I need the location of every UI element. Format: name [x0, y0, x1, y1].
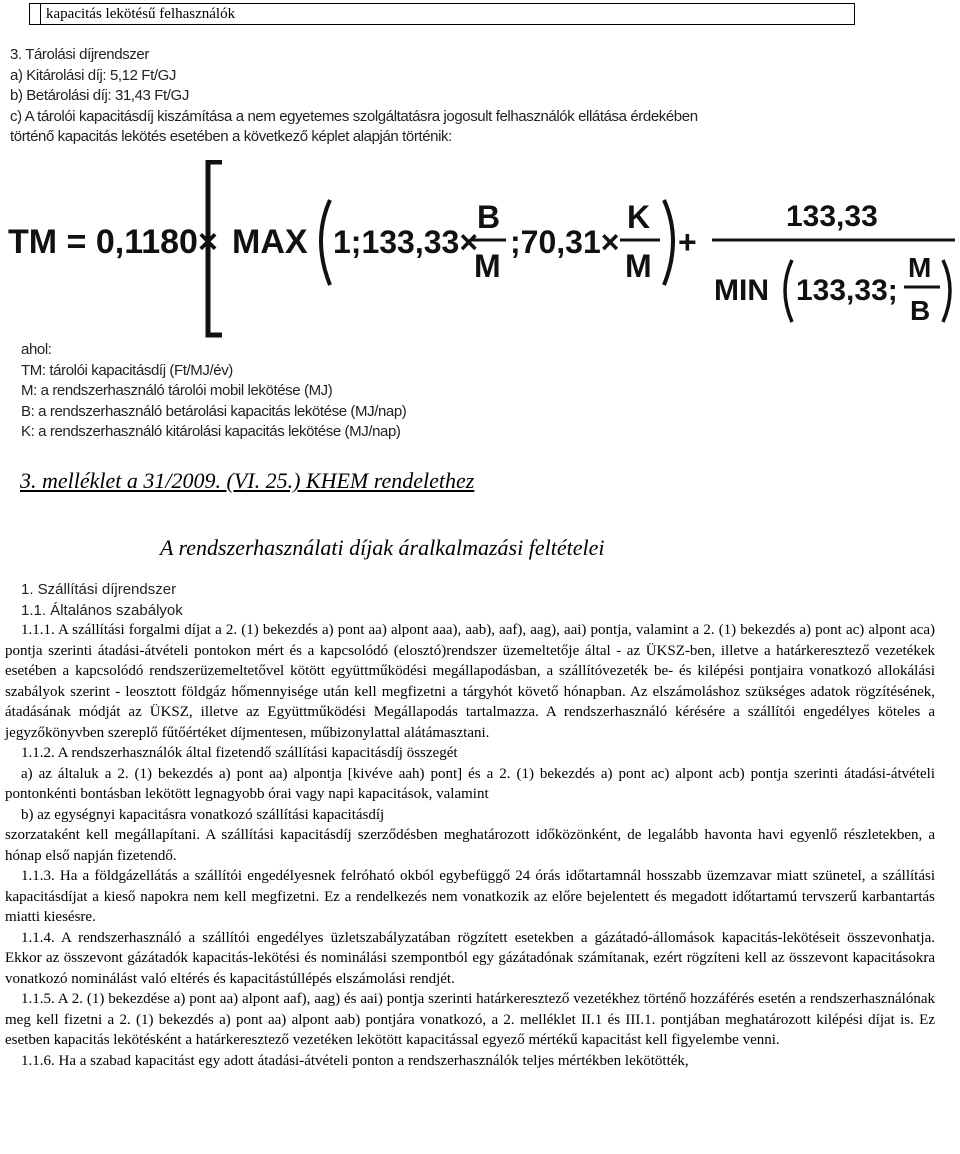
text-line: történő kapacitás lekötés esetében a következő képlet alapján történik: [10, 128, 452, 145]
formula-frac2-num: K [627, 199, 651, 235]
definition-tm: TM: tárolói kapacitásdíj (Ft/MJ/év) [21, 361, 233, 379]
paragraph-1-1-2-b: b) az egységnyi kapacitásra vonatkozó szállítási kapacitásdíj [21, 806, 385, 823]
paragraph-1-1-2-tail: szorzataként kell megállapítani. A szállítási kapacitásdíj szerződésben meghatározott időközönként, de legalább havonta havi egyenlő részletekben, a hónap első napján fizetendő. [5, 827, 935, 864]
formula-frac1-den: M [474, 248, 501, 284]
definition-m: M: a rendszerhasználó tárolói mobil lekötése (MJ) [21, 382, 333, 399]
paragraph-1-1-1: 1.1.1. A szállítási forgalmi díjat a 2. (1) bekezdés a) pont aa) alpont aaa), aab), aaf), aag), aai) pontja, valamint a 2. (1) bekezdés a) pont ac) alpont aca) pontja szerinti átadási-átvételi pontokon mért és a kapcsolódó (elosztó)rendszer üzemeltetője által - az ÜKSZ-ben, illetve a határkeresztező vezetékek esetében a kapcsolódó rendszerüzemeltetővel kötött együttműködési megállapodásban, a szállítóvezeték be- és kilépési pontjaira vonatkozó allokálási szabályok szerint - leosztott földgáz hőmennyisége után kell megfizetni a tárgyhót követő hónapban. Az elszámoláshoz szükséges adatok rögzítésének, átadásának módját az ÜKSZ, illetve az Együttműködési Megállapodás tartalmazza. A rendszerhasználó kérésére a szállítói engedélyes köteles a jegyzőkönyvben szereplő fűtőértéket díjmentesen, műbizonylattal alátámasztani. [5, 622, 935, 741]
section-3-text [10, 45, 940, 148]
paragraph-1-1-4: 1.1.4. A rendszerhasználó a szállítói engedélyes üzletszabályzatában rögzített esetekben a gázátadó-állomások kapacitás-lekötéseit összevonhatja. Ekkor az összevont gázátadók kapacitás-lekötési és nominálási szempontból egy gázátadónak számítanak, ezért rögzíteni kell az összevont kapacitásokra vonatkozó nominálást való eltérés és kapacitástúllépés elszámolási rendjét. [5, 929, 935, 987]
formula-min: MIN [714, 274, 769, 307]
subheading-1-1: 1.1. Általános szabályok [21, 601, 183, 619]
formula-frac4-den: B [910, 295, 931, 326]
text-line: a) Kitárolási díj: 5,12 Ft/GJ [10, 66, 176, 84]
table-cell-row [29, 3, 855, 25]
capacity-fee-formula [0, 160, 960, 340]
formula-plus: + [678, 224, 697, 260]
table-cell-text: kapacitás lekötésű felhasználók [46, 6, 236, 22]
paragraph-1-1-2-a: a) az általuk a 2. (1) bekezdés a) pont aa) alpontja [kivéve aah) pont] és a 2. (1) bekezdés a) pont ac) alpont acb) pontja szerinti átadási-átvételi pontonkénti bontásban lekötött legnagyobb órai vagy napi kapacitások, valamint [5, 765, 935, 802]
formula-arg2: ;70,31× [510, 224, 620, 260]
annex-body [5, 620, 935, 1071]
paragraph-1-1-5: 1.1.5. A 2. (1) bekezdése a) pont aa) alpont aaf), aag) és aai) pontja szerinti határkeresztező vezetékhez történő hozzáférés esetén a rendszerhasználónak meg kell fizetni a 2. (1) bekezdés a) pont aa) alpont aab) pontjára vonatkozó, a 2. melléklet II.1 és III.1. pontjában meghatározott kilépési díjat is. Ez esetben kapacitás lekötésként a határkeresztező vezetéken lekötött kapacitással egyező mértékű kapacitást kell figyelembe venni. [5, 991, 935, 1048]
table-cell-divider [40, 4, 41, 24]
definitions-block [21, 340, 951, 443]
paragraph-1-1-2: 1.1.2. A rendszerhasználók által fizetendő szállítási kapacitásdíj összegét [21, 745, 458, 761]
annex-heading: A rendszerhasználati díjak áralkalmazási feltételei [160, 535, 605, 560]
formula-paren-left [321, 200, 330, 285]
paragraph-1-1-6: 1.1.6. Ha a szabad kapacitást egy adott átadási-átvételi ponton a rendszerhasználók teljes mértékben lekötötték, [21, 1052, 689, 1069]
formula-paren-right [664, 200, 673, 285]
definition-k: K: a rendszerhasználó kitárolási kapacitás lekötése (MJ/nap) [21, 423, 401, 440]
annex-title: 3. melléklet a 31/2009. (VI. 25.) KHEM rendelethez [20, 468, 475, 493]
definition-b: B: a rendszerhasználó betárolási kapacitás lekötése (MJ/nap) [21, 402, 407, 420]
text-line: c) A tárolói kapacitásdíj kiszámítása a nem egyetemes szolgáltatásra jogosult felhasználók ellátása érdekében [10, 107, 698, 125]
text-line: b) Betárolási díj: 31,43 Ft/GJ [10, 87, 189, 104]
formula-frac2-den: M [625, 248, 652, 284]
formula-lhs: TM = 0,1180× [8, 223, 218, 261]
formula-max: MAX [232, 223, 308, 261]
formula-min-paren-left [785, 260, 792, 322]
formula-frac1-num: B [477, 199, 501, 235]
subheading-1: 1. Szállítási díjrendszer [21, 581, 177, 598]
formula-min-arg: 133,33; [796, 274, 898, 307]
definitions-intro: ahol: [21, 341, 52, 358]
formula-frac4-num: M [908, 252, 932, 283]
section-3-title: 3. Tárolási díjrendszer [10, 46, 149, 63]
formula-arg1: 1;133,33× [333, 224, 479, 260]
formula-min-paren-right [943, 260, 950, 322]
formula-frac3-num: 133,33 [786, 200, 878, 233]
paragraph-1-1-3: 1.1.3. Ha a földgázellátás a szállítói engedélyesnek felróható okból egybefüggő 24 órás időtartamnál hosszabb üzemzavar miatt szünetel, a szállítási kapacitásdíjat a kieső napokra nem kell megfizetni. Ez a rendelkezés nem vonatkozik az előre bejelentett és megadott időtartamú tervszerű karbantartás miatti kiesésre. [5, 868, 935, 925]
subheadings [21, 580, 183, 621]
